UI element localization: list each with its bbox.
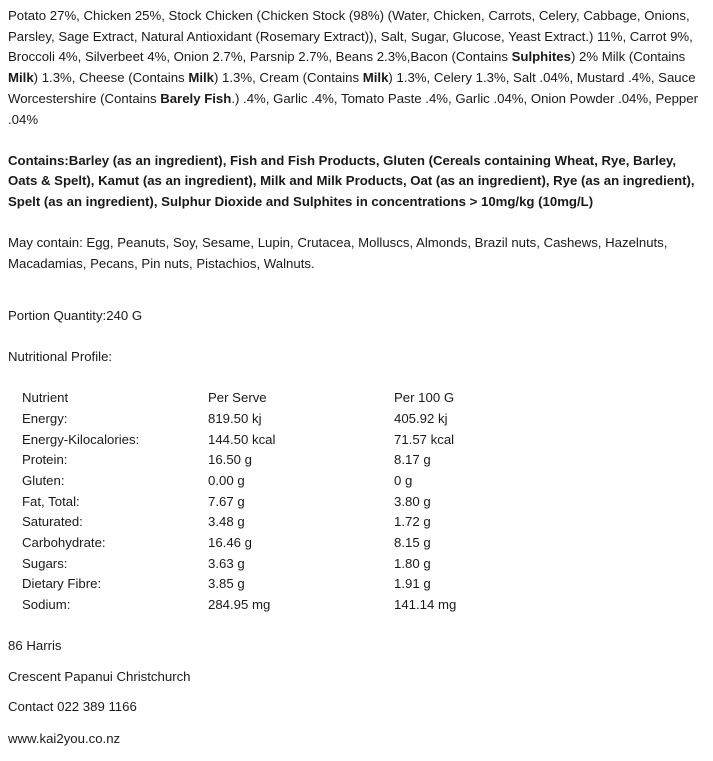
- contact-phone: Contact 022 389 1166: [8, 699, 137, 715]
- per-100g-value: 141.14 mg: [394, 597, 457, 613]
- per-100g-value: 1.80 g: [394, 555, 431, 571]
- table-row: [22, 512, 594, 533]
- ingredients-part-4: ) 1.3%, Cream (Contains: [213, 70, 363, 86]
- ingredients-part-6: .) .4%, Garlic .4%, Tomato Paste .4%, Garlic .04%, Onion Powder .04%, Pepper .04%: [8, 90, 698, 127]
- per-100g-value: 1.91 g: [394, 576, 431, 592]
- table-row: [22, 430, 594, 451]
- table-row: [22, 471, 594, 492]
- per-100g-value: 405.92 kj: [394, 410, 448, 426]
- per-100g-value: 71.57 kcal: [394, 431, 455, 447]
- per-serve-value: 144.50 kcal: [208, 431, 276, 447]
- may-contain-text: May contain: Egg, Peanuts, Soy, Sesame, Lupin, Crutacea, Molluscs, Almonds, Brazil nuts, Cashews, Hazelnuts, Macadamias, Pecans, Pin nuts, Pistachios, Walnuts.: [8, 235, 668, 272]
- nutrient-name: Carbohydrate:: [22, 535, 106, 551]
- ingredients-text: [8, 6, 708, 130]
- table-row: [22, 533, 594, 554]
- address-line-2: Crescent Papanui Christchurch: [8, 668, 191, 684]
- nutrient-name: Sugars:: [22, 555, 68, 571]
- per-100g-value: 3.80 g: [394, 493, 431, 509]
- table-row: [22, 409, 594, 430]
- ingredients-part-2: ) 2% Milk (Contains: [570, 49, 686, 65]
- nutrient-name: Sodium:: [22, 597, 71, 613]
- nutrient-name: Dietary Fibre:: [22, 576, 102, 592]
- per-serve-value: 284.95 mg: [208, 597, 271, 613]
- nutritional-profile-label: Nutritional Profile:: [8, 349, 113, 365]
- product-info-document: [8, 6, 708, 750]
- nutrition-table: [22, 388, 594, 616]
- nutrient-name: Fat, Total:: [22, 493, 80, 509]
- ingredients-part-5: ) 1.3%, Celery 1.3%, Salt .04%, Mustard .4%, Sauce Worcestershire (Contains: [8, 70, 696, 106]
- table-row: [22, 574, 594, 595]
- header-per-serve: Per Serve: [208, 390, 267, 406]
- table-row: [22, 595, 594, 616]
- allergen-fish: Barely Fish: [160, 90, 232, 106]
- nutrient-name: Gluten:: [22, 472, 65, 488]
- ingredients-part-3: ) 1.3%, Cheese (Contains: [33, 70, 189, 86]
- nutrition-table-header: [22, 388, 594, 409]
- header-per-100g: Per 100 G: [394, 390, 455, 406]
- portion-quantity: Portion Quantity:240 G: [8, 307, 143, 323]
- per-100g-value: 0 g: [394, 472, 413, 488]
- nutrient-name: Saturated:: [22, 514, 83, 530]
- ingredients-part-1: Potato 27%, Chicken 25%, Stock Chicken (Chicken Stock (98%) (Water, Chicken, Carrots, Celery, Cabbage, Onions, Parsley, Sage Extract, Natural Antioxidant (Rosemary Extract)), Salt, Sugar, Glucose, Yeast Extract.) 11%, Carrot 9%, Broccoli 4%, Silverbeet 4%, Onion 2.7%, Parsnip 2.7%, Beans 2.3%,Bacon (Contains: [8, 8, 693, 65]
- per-serve-value: 16.46 g: [208, 535, 252, 551]
- nutrient-name: Energy-Kilocalories:: [22, 431, 140, 447]
- per-serve-value: 0.00 g: [208, 472, 245, 488]
- contains-allergens-text: Contains:Barley (as an ingredient), Fish and Fish Products, Gluten (Cereals containing Wheat, Rye, Barley, Oats & Spelt), Kamut (as an ingredient), Milk and Milk Products, Oat (as an ingredient), Rye (as an ingredient), Spelt (as an ingredient), Sulphur Dioxide and Sulphites in concentrations > 10mg/kg (10mg/L): [8, 152, 695, 210]
- per-serve-value: 819.50 kj: [208, 410, 262, 426]
- per-serve-value: 3.85 g: [208, 576, 245, 592]
- address-line-1: 86 Harris: [8, 637, 62, 653]
- allergen-milk-1: Milk: [8, 70, 34, 86]
- per-100g-value: 8.15 g: [394, 535, 431, 551]
- per-100g-value: 8.17 g: [394, 452, 431, 468]
- table-row: [22, 554, 594, 575]
- per-serve-value: 16.50 g: [208, 452, 252, 468]
- website-text: www.kai2you.co.nz: [8, 730, 121, 746]
- allergen-sulphites: Sulphites: [511, 49, 571, 65]
- per-serve-value: 7.67 g: [208, 493, 245, 509]
- per-serve-value: 3.48 g: [208, 514, 245, 530]
- table-row: [22, 492, 594, 513]
- allergen-milk-3: Milk: [362, 70, 389, 86]
- nutrient-name: Energy:: [22, 410, 68, 426]
- nutrient-name: Protein:: [22, 452, 68, 468]
- per-100g-value: 1.72 g: [394, 514, 431, 530]
- allergen-milk-2: Milk: [188, 70, 214, 86]
- per-serve-value: 3.63 g: [208, 555, 245, 571]
- table-row: [22, 450, 594, 471]
- header-nutrient: Nutrient: [22, 390, 69, 406]
